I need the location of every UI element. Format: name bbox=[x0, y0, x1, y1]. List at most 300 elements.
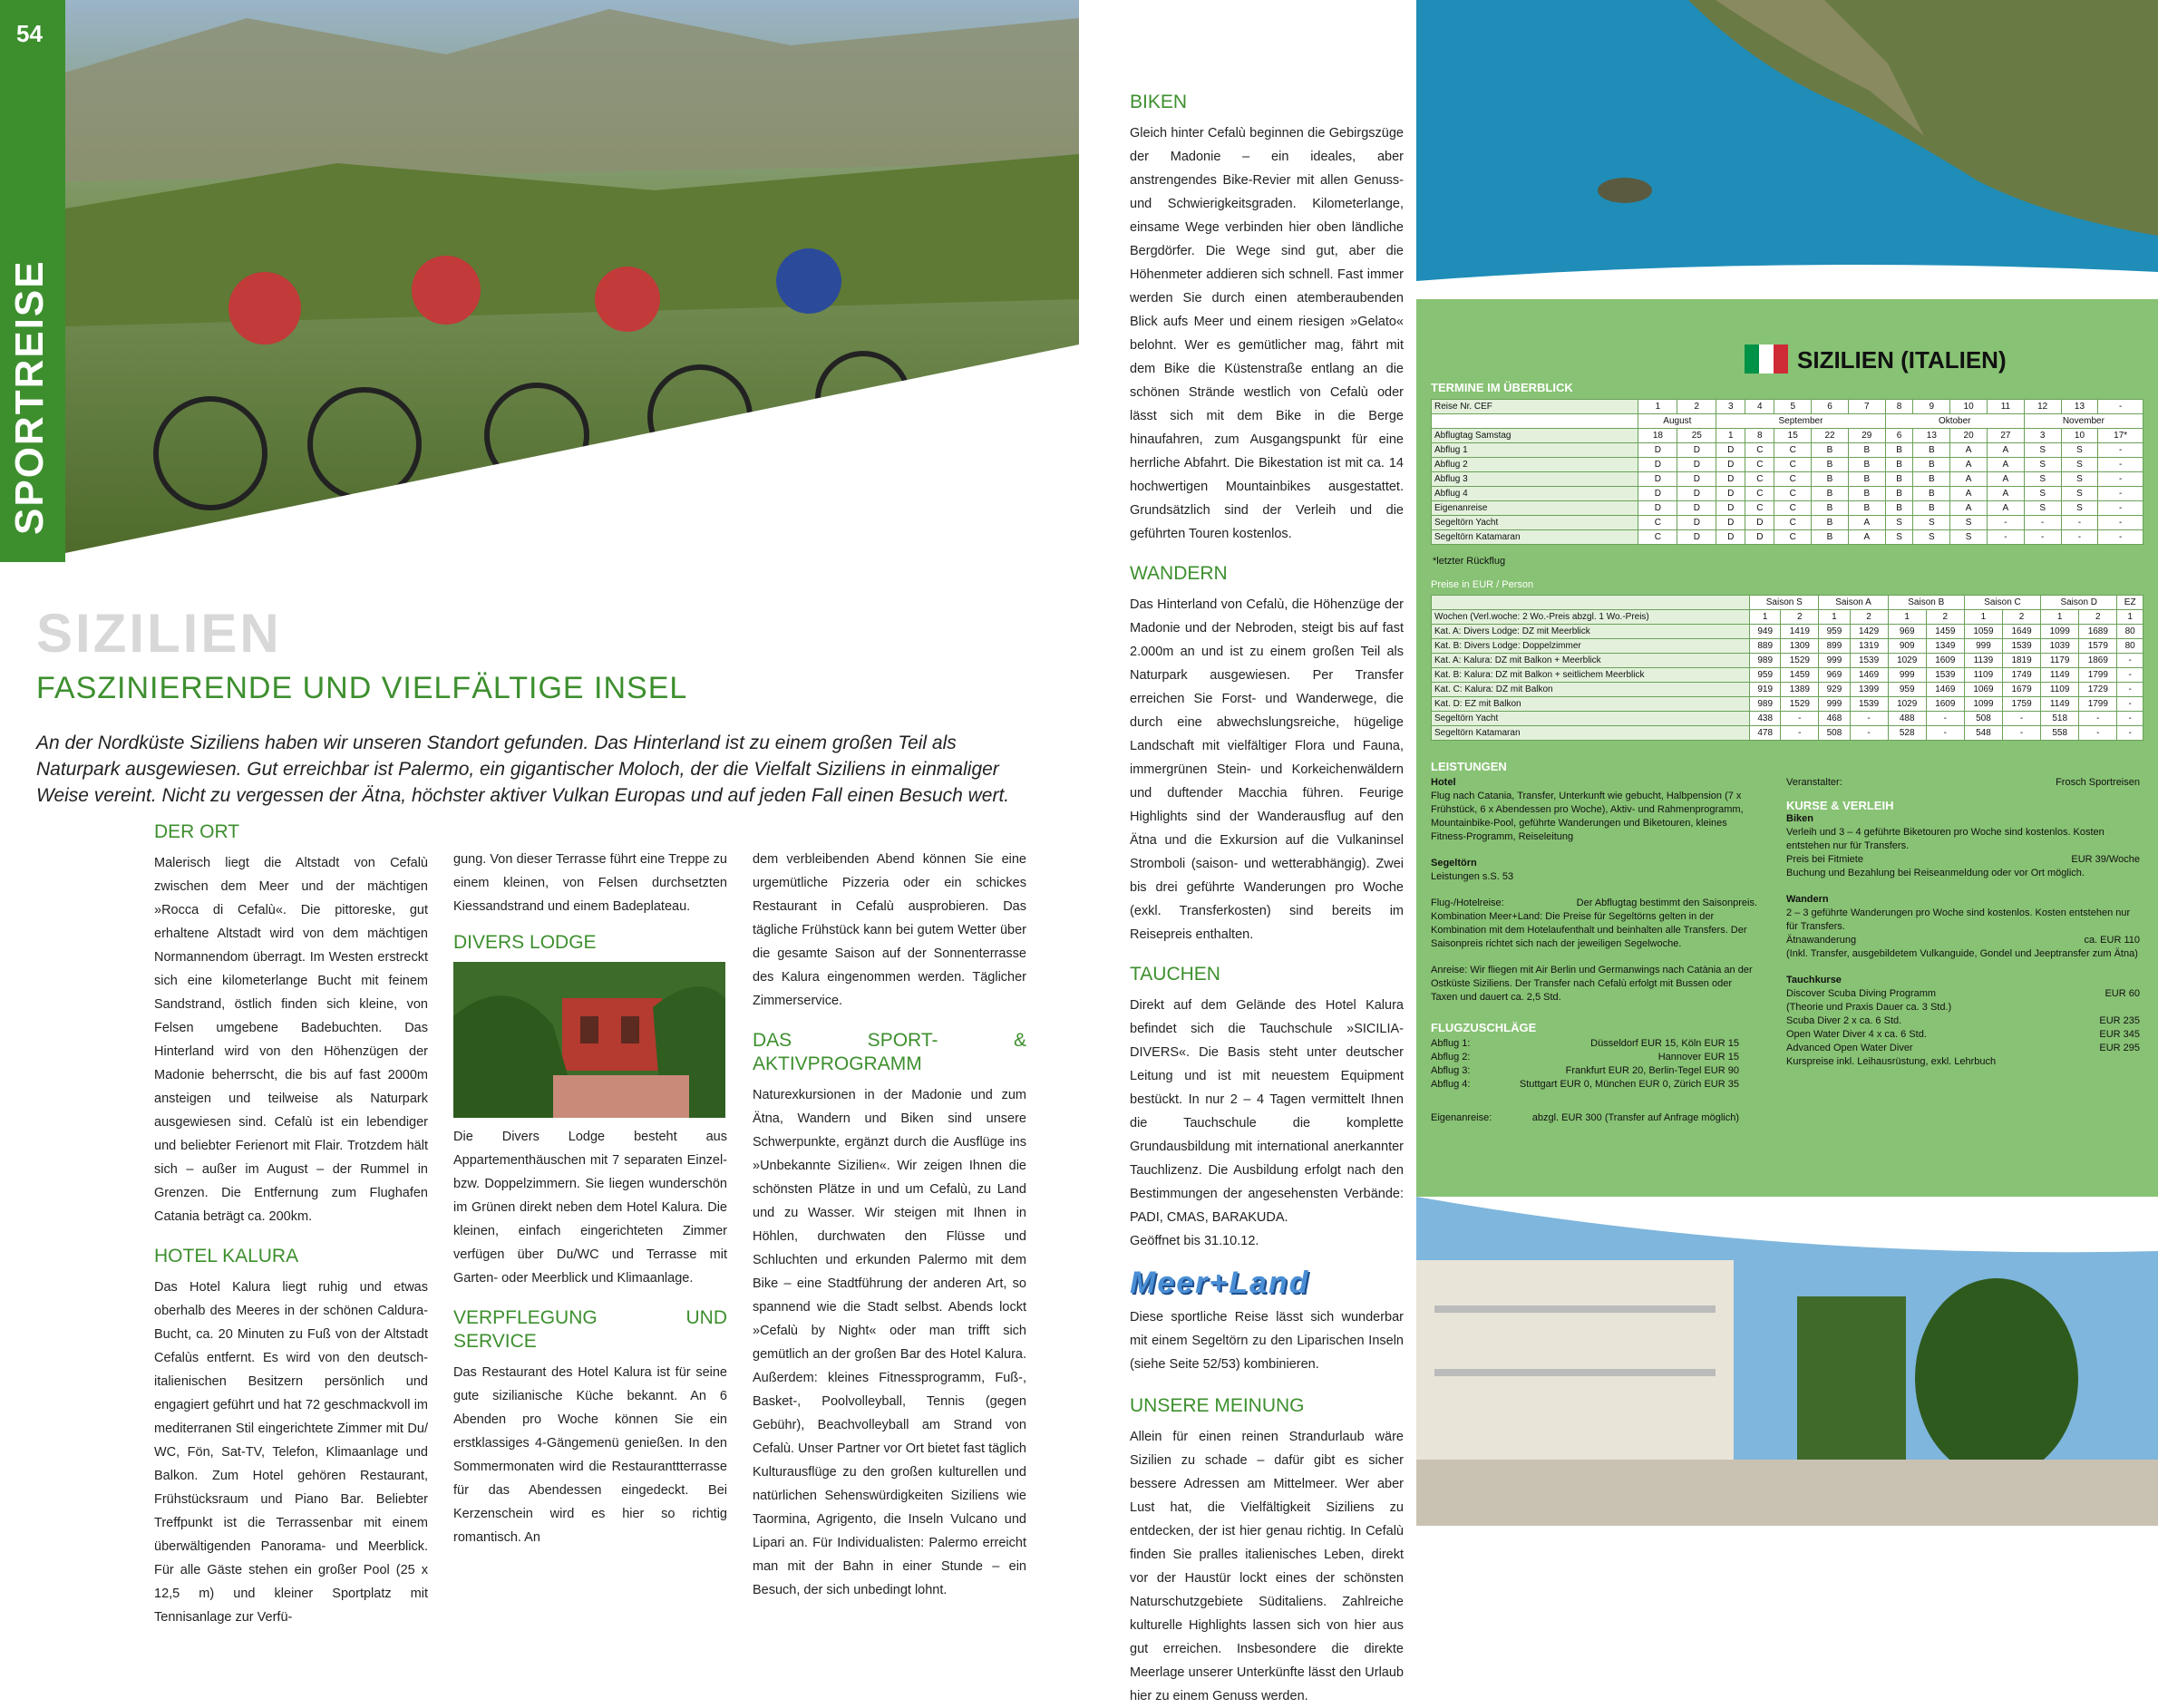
tauch-price: EUR 60 bbox=[2105, 988, 2140, 999]
table-cell: 969 bbox=[1888, 625, 1926, 639]
row-label: Wochen (Verl.woche: 2 Wo.-Preis abzgl. 1 Wo.-Preis) bbox=[1432, 610, 1750, 625]
season-label: Saison C bbox=[1964, 596, 2040, 610]
table-cell: 1609 bbox=[1926, 697, 1964, 712]
table-cell: S bbox=[2024, 501, 2061, 516]
table-cell: - bbox=[1781, 726, 1819, 741]
table-cell: D bbox=[1638, 458, 1677, 472]
table-cell: 1539 bbox=[1926, 668, 1964, 683]
table-cell: 2 bbox=[1781, 610, 1819, 625]
row-label: Kat. A: Divers Lodge: DZ mit Meerblick bbox=[1432, 625, 1750, 639]
tauch-label: Tauchkurse bbox=[1786, 975, 1842, 985]
column-4 bbox=[1130, 91, 1404, 1708]
table-cell: 1 bbox=[2117, 610, 2143, 625]
table-cell: 1679 bbox=[2003, 683, 2041, 697]
tauch-row bbox=[1786, 1001, 2140, 1014]
bike-buchung: Buchung und Bezahlung bei Reiseanmeldung oder vor Ort möglich. bbox=[1786, 868, 2085, 878]
table-cell: B bbox=[1885, 443, 1913, 458]
table-cell: 1539 bbox=[1850, 697, 1888, 712]
table-cell: - bbox=[2024, 516, 2061, 530]
table-cell: - bbox=[1926, 712, 1964, 726]
table-cell: D bbox=[1677, 516, 1716, 530]
table-cell: 548 bbox=[1964, 726, 2002, 741]
table-cell: - bbox=[2098, 458, 2143, 472]
row-label: Segeltörn Yacht bbox=[1432, 712, 1750, 726]
table-cell: 1459 bbox=[1781, 668, 1819, 683]
text-biken: Gleich hinter Cefalù beginnen die Gebirgszüge der Madonie – ein ideales, aber anstrengendes Bike-Revier mit allen Genuss- und Schwierigkeitsgraden. Kilometerlange, einsame Wege verbinden hier oben ländliche Bergdörfer. Die Wege sind gut, aber die Höhenmeter addieren sich schnell. Fast immer werden Sie durch einen atemberaubenden Blick aufs Meer und einem riesigen »Gelato« belohnt. Wer es gemütlicher mag, fährt mit dem Bike die Küstenstraße entlang an die schönen Strände westlich von Cefalù oder lässt sich mit dem Bike in die Berge hinaufahren, zum Ausgangspunkt für eine herrliche Abfahrt. Die Bikestation ist mit ca. 14 hochwertigen Mountainbikes ausgestattet. Grundsätzlich sind der Verleih und die geführten Touren kostenlos. bbox=[1130, 126, 1404, 541]
table-cell: D bbox=[1677, 501, 1716, 516]
row-label: Abflug 1 bbox=[1432, 443, 1638, 458]
table-cell: 1029 bbox=[1888, 697, 1926, 712]
table-cell: 468 bbox=[1819, 712, 1850, 726]
divers-lodge-photo bbox=[453, 962, 725, 1118]
table-cell: 929 bbox=[1819, 683, 1850, 697]
table-cell: S bbox=[2061, 443, 2098, 458]
table-cell: D bbox=[1716, 487, 1745, 501]
table-cell: 17* bbox=[2098, 429, 2143, 443]
table-cell: 1099 bbox=[1964, 697, 2002, 712]
table-cell: - bbox=[1850, 726, 1888, 741]
table-cell: B bbox=[1812, 443, 1849, 458]
zuschlag-heading: FLUGZUSCHLÄGE bbox=[1431, 1021, 1537, 1034]
table-cell: - bbox=[2117, 712, 2143, 726]
table-cell: B bbox=[1913, 458, 1950, 472]
table-cell: A bbox=[1848, 530, 1885, 545]
season-label: Saison S bbox=[1750, 596, 1819, 610]
season-label: Saison B bbox=[1888, 596, 1964, 610]
page-number: 54 bbox=[16, 20, 43, 47]
meer-land-logo: Meer+Land bbox=[1130, 1266, 1310, 1300]
table-cell: 1149 bbox=[2041, 668, 2079, 683]
table-cell: A bbox=[1950, 443, 1988, 458]
table-cell: B bbox=[1913, 501, 1950, 516]
kurse-block bbox=[1786, 776, 2140, 1069]
table-cell: 1399 bbox=[1850, 683, 1888, 697]
table-cell: 919 bbox=[1750, 683, 1781, 697]
termine-header-row bbox=[1432, 400, 2143, 414]
table-cell: 20 bbox=[1950, 429, 1988, 443]
month-label: September bbox=[1716, 414, 1885, 429]
table-cell: 1579 bbox=[2079, 639, 2117, 654]
row-label: Abflugtag Samstag bbox=[1432, 429, 1638, 443]
table-cell: - bbox=[2079, 712, 2117, 726]
table-cell: 1039 bbox=[2041, 639, 2079, 654]
termine-row bbox=[1432, 530, 2143, 545]
table-cell: S bbox=[2024, 458, 2061, 472]
row-label: Segeltörn Katamaran bbox=[1432, 726, 1750, 741]
segel-label: Segeltörn bbox=[1431, 858, 1477, 869]
tauch-course: Open Water Diver 4 x ca. 6 Std. bbox=[1786, 1029, 1927, 1040]
column-1 bbox=[154, 820, 428, 1629]
table-cell: - bbox=[2117, 697, 2143, 712]
termine-row bbox=[1432, 443, 2143, 458]
tauch-row bbox=[1786, 1042, 2140, 1055]
table-cell: 989 bbox=[1750, 697, 1781, 712]
table-cell: 10 bbox=[1950, 400, 1988, 414]
table-cell: - bbox=[2117, 668, 2143, 683]
table-cell: 1819 bbox=[2003, 654, 2041, 668]
table-cell: 1869 bbox=[2079, 654, 2117, 668]
table-cell: - bbox=[2024, 530, 2061, 545]
termine-row bbox=[1432, 458, 2143, 472]
text-col3-start: dem verbleibenden Abend können Sie eine urgemütliche Pizzeria oder ein schickes Restaurant in Cefalù ausprobieren. Das tägliche Frühstück kann bei gutem Wetter über die gesamte Saison auf der Sonnenterrasse des Kalura eingenommen werden. Täglicher Zimmerservice. bbox=[753, 852, 1026, 1008]
bike-label: Biken bbox=[1786, 813, 1813, 824]
table-cell: - bbox=[2098, 400, 2143, 414]
hotel-terrace-photo bbox=[1416, 1197, 2158, 1526]
termine-row bbox=[1432, 429, 2143, 443]
preise-table bbox=[1431, 595, 2143, 741]
table-cell: D bbox=[1716, 501, 1745, 516]
tauch-price: EUR 345 bbox=[2099, 1029, 2140, 1040]
table-cell: B bbox=[1848, 443, 1885, 458]
table-cell: 27 bbox=[1988, 429, 2025, 443]
table-cell: 2 bbox=[2003, 610, 2041, 625]
month-label: August bbox=[1638, 414, 1716, 429]
table-cell: - bbox=[1926, 726, 1964, 741]
table-cell: 1469 bbox=[1926, 683, 1964, 697]
tauch-list bbox=[1786, 987, 2140, 1055]
table-cell: - bbox=[1988, 516, 2025, 530]
table-cell: - bbox=[2117, 726, 2143, 741]
preise-heading: Preise in EUR / Person bbox=[1431, 579, 1534, 590]
row-label: Segeltörn Katamaran bbox=[1432, 530, 1638, 545]
table-cell: B bbox=[1913, 472, 1950, 487]
table-cell: 1469 bbox=[1850, 668, 1888, 683]
termine-row bbox=[1432, 516, 2143, 530]
table-cell: A bbox=[1988, 487, 2025, 501]
table-cell: C bbox=[1774, 458, 1812, 472]
table-cell: B bbox=[1885, 458, 1913, 472]
eigen-label: Eigenanreise: bbox=[1431, 1112, 1492, 1123]
flug-label: Flug-/Hotelreise: bbox=[1431, 898, 1504, 908]
table-cell: - bbox=[2098, 472, 2143, 487]
table-cell: 12 bbox=[2024, 400, 2061, 414]
heading-wandern: WANDERN bbox=[1130, 563, 1228, 584]
table-cell: - bbox=[2003, 726, 2041, 741]
table-cell: D bbox=[1677, 443, 1716, 458]
table-cell: A bbox=[1848, 516, 1885, 530]
table-cell: 2 bbox=[1926, 610, 1964, 625]
table-cell: B bbox=[1885, 487, 1913, 501]
table-cell: C bbox=[1638, 530, 1677, 545]
table-cell: C bbox=[1774, 443, 1812, 458]
table-cell: D bbox=[1638, 472, 1677, 487]
table-cell: B bbox=[1812, 458, 1849, 472]
text-verpflegung: Das Restaurant des Hotel Kalura ist für seine gute sizilianische Küche bekannt. An 6 Abenden pro Woche können Sie ein erstklassiges 4-Gängemenü genießen. In den Sommermonaten wird die Restauranttterrasse für das Abendessen eingedeckt. Bei Kerzenschein wird es hier so richtig romantisch. An bbox=[453, 1365, 727, 1545]
table-cell: - bbox=[2098, 443, 2143, 458]
heading-divers: DIVERS LODGE bbox=[453, 932, 597, 953]
table-cell: 3 bbox=[2024, 429, 2061, 443]
termine-row bbox=[1432, 472, 2143, 487]
zuschlag-value: Hannover EUR 15 bbox=[1657, 1052, 1739, 1063]
table-cell: 1 bbox=[1888, 610, 1926, 625]
preise-row bbox=[1432, 697, 2143, 712]
table-cell: D bbox=[1677, 530, 1716, 545]
leistungen-block bbox=[1431, 776, 1757, 1004]
table-cell: 1539 bbox=[2003, 639, 2041, 654]
table-cell: 508 bbox=[1819, 726, 1850, 741]
panel-title: SIZILIEN (ITALIEN) bbox=[1797, 346, 2007, 374]
text-tauchen: Direkt auf dem Gelände des Hotel Kalura befindet sich die Tauchschule »SICILIA-DIVERS«. Die Basis steht unter deutscher Leitung und ist mit neuestem Equipment bestückt. In nur 2 – 4 Tagen vermittelt Ihnen die Tauchschule die komplette Grundausbildung mit international anerkannter Tauchlizenz. Die Ausbildung erfolgt nach den Bestimmungen der angesehensten Verbände: PADI, CMAS, BARAKUDA. bbox=[1130, 998, 1404, 1225]
table-cell: C bbox=[1745, 472, 1774, 487]
termine-row bbox=[1432, 501, 2143, 516]
table-cell: 1539 bbox=[1850, 654, 1888, 668]
tauch-course: Discover Scuba Diving Programm bbox=[1786, 988, 1937, 999]
table-cell: B bbox=[1812, 530, 1849, 545]
table-cell: B bbox=[1848, 458, 1885, 472]
preise-row bbox=[1432, 683, 2143, 697]
table-cell: - bbox=[1988, 530, 2025, 545]
table-cell: B bbox=[1913, 443, 1950, 458]
anreise-text: Anreise: Wir fliegen mit Air Berlin und Germanwings nach Catània an der Ostküste Siziliens. Der Transfer nach Cefalù erfolgt mit Bussen oder Taxen und dauert ca. 2,5 Std. bbox=[1431, 965, 1753, 1003]
month-label bbox=[1432, 414, 1638, 429]
table-cell: 4 bbox=[1745, 400, 1774, 414]
table-cell: - bbox=[2061, 516, 2098, 530]
table-cell: 6 bbox=[1885, 429, 1913, 443]
heading-tauchen: TAUCHEN bbox=[1130, 964, 1220, 985]
zuschlag-label: Abflug 3: bbox=[1431, 1065, 1471, 1076]
heading-biken: BIKEN bbox=[1130, 92, 1188, 112]
flug-text: Der Abflugtag bestimmt den Saisonpreis. bbox=[1576, 898, 1757, 908]
table-cell: S bbox=[2061, 487, 2098, 501]
bikers-photo bbox=[65, 0, 1079, 553]
table-cell: S bbox=[2024, 443, 2061, 458]
flag-stripe-green bbox=[1745, 345, 1759, 374]
table-cell: C bbox=[1774, 530, 1812, 545]
table-cell: A bbox=[1988, 443, 2025, 458]
tauch-row bbox=[1786, 987, 2140, 1001]
table-cell: - bbox=[1850, 712, 1888, 726]
zuschlag-value: Düsseldorf EUR 15, Köln EUR 15 bbox=[1590, 1038, 1739, 1049]
table-cell: B bbox=[1848, 487, 1885, 501]
veranstalter-label: Veranstalter: bbox=[1786, 777, 1842, 788]
table-cell: A bbox=[1950, 487, 1988, 501]
side-label: SPORTREISE bbox=[7, 259, 52, 535]
preise-row bbox=[1432, 625, 2143, 639]
preise-row bbox=[1432, 726, 2143, 741]
table-cell: - bbox=[2117, 654, 2143, 668]
row-label: Abflug 4 bbox=[1432, 487, 1638, 501]
hotel-text: Flug nach Catania, Transfer, Unterkunft wie gebucht, Halbpension (7 x Frühstück, 6 x Abendessen pro Woche), Aktiv- und Rahmenprogramm, Mountainbike-Pool, geführte Wanderungen und Biketouren, kleines Fitness-Programm, Reiseleitung bbox=[1431, 791, 1744, 842]
table-cell: - bbox=[1781, 712, 1819, 726]
table-cell: 10 bbox=[2061, 429, 2098, 443]
table-cell: B bbox=[1848, 501, 1885, 516]
table-cell: S bbox=[1950, 516, 1988, 530]
table-cell: 1609 bbox=[1926, 654, 1964, 668]
zuschlag-row bbox=[1431, 1051, 1739, 1064]
heading-kalura: HOTEL KALURA bbox=[154, 1246, 299, 1266]
table-cell: 1759 bbox=[2003, 697, 2041, 712]
table-cell: 1419 bbox=[1781, 625, 1819, 639]
zuschlag-list bbox=[1431, 1037, 1739, 1092]
table-cell: 1069 bbox=[1964, 683, 2002, 697]
table-cell: 7 bbox=[1848, 400, 1885, 414]
zuschlag-row bbox=[1431, 1037, 1739, 1051]
aetna-label: Ätnawanderung bbox=[1786, 935, 1857, 946]
coast-photo bbox=[1416, 0, 2158, 308]
row-label: Abflug 3 bbox=[1432, 472, 1638, 487]
table-cell: 1689 bbox=[2079, 625, 2117, 639]
table-cell: 989 bbox=[1750, 654, 1781, 668]
tauch-row bbox=[1786, 1028, 2140, 1042]
text-tauchen-extra: Geöffnet bis 31.10.12. bbox=[1130, 1234, 1259, 1248]
table-cell: A bbox=[1988, 458, 2025, 472]
bike-fitmiete-label: Preis bei Fitmiete bbox=[1786, 854, 1863, 865]
table-cell: D bbox=[1716, 472, 1745, 487]
preise-row bbox=[1432, 639, 2143, 654]
leistungen-heading: LEISTUNGEN bbox=[1431, 760, 1507, 773]
table-cell: 1149 bbox=[2041, 697, 2079, 712]
tauch-course: Scuba Diver 2 x ca. 6 Std. bbox=[1786, 1015, 1902, 1026]
table-cell: D bbox=[1677, 458, 1716, 472]
info-panel bbox=[1416, 299, 2158, 1251]
table-cell: D bbox=[1716, 516, 1745, 530]
month-label: Oktober bbox=[1885, 414, 2024, 429]
table-cell: 899 bbox=[1819, 639, 1850, 654]
table-cell: C bbox=[1745, 443, 1774, 458]
table-cell: 1749 bbox=[2003, 668, 2041, 683]
table-cell: 999 bbox=[1964, 639, 2002, 654]
table-cell: 1529 bbox=[1781, 697, 1819, 712]
table-cell: 1459 bbox=[1926, 625, 1964, 639]
table-cell: B bbox=[1812, 472, 1849, 487]
table-cell: 2 bbox=[1850, 610, 1888, 625]
table-cell: 9 bbox=[1913, 400, 1950, 414]
table-cell: S bbox=[2024, 472, 2061, 487]
table-cell: 1 bbox=[1750, 610, 1781, 625]
row-label: Segeltörn Yacht bbox=[1432, 516, 1638, 530]
table-cell: S bbox=[2061, 501, 2098, 516]
table-cell: 3 bbox=[1716, 400, 1745, 414]
aetna-value: ca. EUR 110 bbox=[2084, 935, 2140, 946]
table-cell: 1059 bbox=[1964, 625, 2002, 639]
table-cell: S bbox=[1950, 530, 1988, 545]
table-cell: D bbox=[1677, 472, 1716, 487]
table-cell: B bbox=[1812, 487, 1849, 501]
table-cell: 438 bbox=[1750, 712, 1781, 726]
table-cell: 999 bbox=[1819, 697, 1850, 712]
text-ort: Malerisch liegt die Altstadt von Cefalù zwischen dem Meer und der mächtigen »Rocca di Cefalù«. Die pittoreske, gut erhaltene Altstadt wird von dem mächtigen Normannendom überragt. Im Westen erstreckt sich eine kilometerlange Bucht mit feinem Sandstrand, östlich finden sich kleine, von Felsen umgebene Badebuchten. Das Hinterland wird von den Höhenzügen der Madonie beherrscht, die bis auf fast 2000m ansteigen und teilweise als Naturpark ausgewiesen sind. Cefalù ist ein lebendiger und beliebter Ferienort mit Flair. Trotzdem hält sich – außer im August – der Rummel in Grenzen. Die Entfernung zum Flughafen Catania beträgt ca. 200km. bbox=[154, 856, 428, 1224]
table-cell: 518 bbox=[2041, 712, 2079, 726]
table-cell: 1319 bbox=[1850, 639, 1888, 654]
table-cell: 8 bbox=[1885, 400, 1913, 414]
text-col2-start: gung. Von dieser Terrasse führt eine Treppe zu einem kleinen, von Felsen durchsetzten Kiessandstrand und einem Badeplateau. bbox=[453, 852, 727, 914]
heading-verpflegung: VERPFLEGUNG UND SERVICE bbox=[453, 1307, 727, 1352]
termine-month-row bbox=[1432, 414, 2143, 429]
table-cell: B bbox=[1812, 501, 1849, 516]
table-cell: A bbox=[1950, 472, 1988, 487]
table-cell: 18 bbox=[1638, 429, 1677, 443]
row-label: Eigenanreise bbox=[1432, 501, 1638, 516]
wandern-text: 2 – 3 geführte Wanderungen pro Woche sind kostenlos. Kosten entstehen nur für Transfers. bbox=[1786, 907, 2131, 932]
tauch-course: Advanced Open Water Diver bbox=[1786, 1043, 1913, 1053]
table-cell: B bbox=[1885, 501, 1913, 516]
table-cell: 2 bbox=[2079, 610, 2117, 625]
column-2 bbox=[453, 848, 727, 1549]
kurse-heading: KURSE & VERLEIH bbox=[1786, 799, 1894, 812]
text-divers: Die Divers Lodge besteht aus Appartementhäuschen mit 7 separaten Einzel- bzw. Doppelzimmern. Sie liegen wunderschön im Grünen direkt neben dem Hotel Kalura. Die kleinen, einfach eingerichteten Zimmer verfügen über Du/WC und Terrasse mit Garten- oder Meerblick und Klimaanlage. bbox=[453, 1130, 727, 1286]
preise-row bbox=[1432, 654, 2143, 668]
table-cell: D bbox=[1677, 487, 1716, 501]
table-cell: A bbox=[1950, 501, 1988, 516]
table-cell: 13 bbox=[1913, 429, 1950, 443]
eigen-row bbox=[1431, 1111, 1739, 1125]
table-cell: 1429 bbox=[1850, 625, 1888, 639]
text-wandern: Das Hinterland von Cefalù, die Höhenzüge der Madonie und der Nebroden, steigt bis auf fast 2.000m an und ist zu einem großen Teil als Naturpark ausgewiesen. Per Transfer erreichen Sie Forst- und Wanderwege, die durch eine abwechslungsreiche, hügelige Landschaft mit vielfältiger Flora und Fauna, immergrünen Stein- und Korkeichenwäldern und duftender Macchia führen. Feurige Highlights sind der Wanderausflug auf den Ätna und die Exkursion auf die Vulkaninsel Stromboli (saison- und wetterabhängig). Zwei bis drei geführte Wanderungen pro Woche (exkl. Transferkosten) sind bereits im Reisepreis enthalten. bbox=[1130, 597, 1404, 942]
table-cell: C bbox=[1774, 516, 1812, 530]
flag-stripe-white bbox=[1759, 345, 1774, 374]
table-cell: D bbox=[1716, 530, 1745, 545]
table-cell: 949 bbox=[1750, 625, 1781, 639]
table-cell: - bbox=[2061, 530, 2098, 545]
text-kalura: Das Hotel Kalura liegt ruhig und etwas oberhalb des Meeres in der schönen Caldura-Bucht, ca. 20 Minuten zu Fuß von der Altstadt Cefalùs entfernt. Es wird von den deutsch-italienischen Besitzern persönlich und engagiert geführt und hat 72 geschmackvoll im mediterranen Stil eingerichtete Zimmer mit Du/ WC, Fön, Sat-TV, Telefon, Klimaanlage und Balkon. Zum Hotel gehören Restaurant, Frühstücksraum und Piano Bar. Beliebter Treffpunkt ist die Terrassenbar mit einem überwältigenden Panorama- und Meerblick. Für alle Gäste stehen ein großer Pool (25 x 12,5 m) und kleiner Sportplatz mit Tennisanlage zur Verfü- bbox=[154, 1280, 428, 1625]
table-cell: D bbox=[1745, 530, 1774, 545]
zuschlag-label: Abflug 4: bbox=[1431, 1079, 1471, 1090]
table-cell: C bbox=[1774, 472, 1812, 487]
table-cell: D bbox=[1745, 516, 1774, 530]
text-meerland: Diese sportliche Reise lässt sich wunderbar mit einem Segeltörn zu den Liparischen Inseln (siehe Seite 52/53) kombinieren. bbox=[1130, 1310, 1404, 1372]
table-cell: 2 bbox=[1677, 400, 1716, 414]
text-meinung: Allein für einen reinen Strandurlaub wäre Sizilien zu schade – dafür gibt es sicher bessere Adressen am Mittelmeer. Wer aber Lust hat, die Vielfältigkeit Siziliens zu entdecken, der ist hier genau richtig. In Cefalù finden Sie pralles italienisches Leben, direkt vor der Haustür lockt eines der schönsten Naturschutzgebiete Süditaliens. Zahlreiche kulturelle Highlights lassen sich von hier aus gut erreichen. Insbesondere die direkte Meerlage unserer Unterkünfte lässt den Urlaub hier zu einem Genuss werden. bbox=[1130, 1430, 1404, 1703]
zuschlag-label: Abflug 2: bbox=[1431, 1052, 1471, 1063]
table-cell: S bbox=[1885, 516, 1913, 530]
bike-fitmiete-value: EUR 39/Woche bbox=[2071, 854, 2140, 865]
table-cell: - bbox=[2098, 530, 2143, 545]
table-cell: C bbox=[1774, 487, 1812, 501]
row-label: Kat. D: EZ mit Balkon bbox=[1432, 697, 1750, 712]
preise-header-row bbox=[1432, 596, 2143, 610]
table-cell: 1 bbox=[1716, 429, 1745, 443]
table-cell: C bbox=[1745, 458, 1774, 472]
row-label bbox=[1432, 596, 1750, 610]
zuschlag-value: Stuttgart EUR 0, München EUR 0, Zürich EUR 35 bbox=[1519, 1079, 1739, 1090]
table-cell: C bbox=[1774, 501, 1812, 516]
table-cell: 25 bbox=[1677, 429, 1716, 443]
preise-row bbox=[1432, 668, 2143, 683]
table-cell: A bbox=[1988, 501, 2025, 516]
flag-stripe-red bbox=[1774, 345, 1788, 374]
tauch-price: EUR 235 bbox=[2099, 1015, 2140, 1026]
table-cell: 1179 bbox=[2041, 654, 2079, 668]
table-cell: S bbox=[1913, 516, 1950, 530]
table-cell: 1 bbox=[2041, 610, 2079, 625]
text-sport: Naturexkursionen in der Madonie und zum Ätna, Wandern und Biken sind unsere Schwerpunkte, ergänzt durch die Ausflüge ins »Unbekannte Sizilien«. Wir zeigen Ihnen die schönsten Plätze in und um Cefalù, zu Land und zu Wasser. Wir steigen mit Ihnen in Höhlen, durchwaten den Flüsse und Schluchten und erkunden Palermo mit dem Bike – eine Stadtführung der anderen Art, so spannend wie die Stadt selbst. Abends lockt »Cefalù by Night« oder man trifft sich gemütlich an der großen Bar des Hotel Kalura. Außerdem: kleines Fitnessprogramm, Fuß-, Basket-, Poolvolleyball, Tennis (gegen Gebühr), Beachvolleyball am Strand von Cefalù. Unser Partner vor Ort bietet fast täglich Kulturausflüge zu den großen kulturellen und natürlichen Sehenswürdigkeiten Siziliens wie Taormina, Agrigento, die Inseln Vulcano und Lipari an. Für Individualisten: Palermo erreicht man mit der Bahn in einer Stunde – ein Besuch, der sich unbedingt lohnt. bbox=[753, 1088, 1026, 1597]
table-cell: C bbox=[1638, 516, 1677, 530]
kombi-text: Kombination Meer+Land: Die Preise für Segeltörns gelten in der Kombination mit dem Hotelaufenthalt und beinhalten alle Transfers. Der Saisonpreis richtet sich nach der jeweiligen Segelwoche. bbox=[1431, 911, 1747, 949]
row-label: Kat. B: Kalura: DZ mit Balkon + seitlichem Meerblick bbox=[1432, 668, 1750, 683]
bike-text: Verleih und 3 – 4 geführte Biketouren pro Woche sind kostenlos. Kosten entstehen nur für Transfers. bbox=[1786, 827, 2105, 851]
table-cell: B bbox=[1848, 472, 1885, 487]
month-label: November bbox=[2024, 414, 2143, 429]
italy-flag-icon bbox=[1745, 345, 1788, 374]
intro-text: An der Nordküste Siziliens haben wir unseren Standort gefunden. Das Hinterland ist zu einem großen Teil als Naturpark ausgewiesen. Gut erreichbar ist Palermo, ein gigantischer Moloch, der die Vielfalt Siziliens in einmaliger Weise vereint. Nicht zu vergessen der Ätna, höchster aktiver Vulkan Europas und auf jeden Fall einen Besuch wert. bbox=[36, 733, 1010, 806]
table-cell: D bbox=[1638, 443, 1677, 458]
table-cell: 1649 bbox=[2003, 625, 2041, 639]
table-cell: B bbox=[1812, 516, 1849, 530]
season-label: Saison A bbox=[1819, 596, 1888, 610]
tauch-course: (Theorie und Praxis Dauer ca. 3 Std.) bbox=[1786, 1002, 1952, 1013]
table-cell: 1309 bbox=[1781, 639, 1819, 654]
heading-meinung: UNSERE MEINUNG bbox=[1130, 1395, 1305, 1416]
table-cell: - bbox=[2079, 726, 2117, 741]
table-cell: C bbox=[1745, 501, 1774, 516]
table-cell: 1729 bbox=[2079, 683, 2117, 697]
table-cell: C bbox=[1745, 487, 1774, 501]
preise-row bbox=[1432, 610, 2143, 625]
table-cell: 15 bbox=[1774, 429, 1812, 443]
table-cell: 1139 bbox=[1964, 654, 2002, 668]
table-cell: 5 bbox=[1774, 400, 1812, 414]
zuschlag-label: Abflug 1: bbox=[1431, 1038, 1471, 1049]
